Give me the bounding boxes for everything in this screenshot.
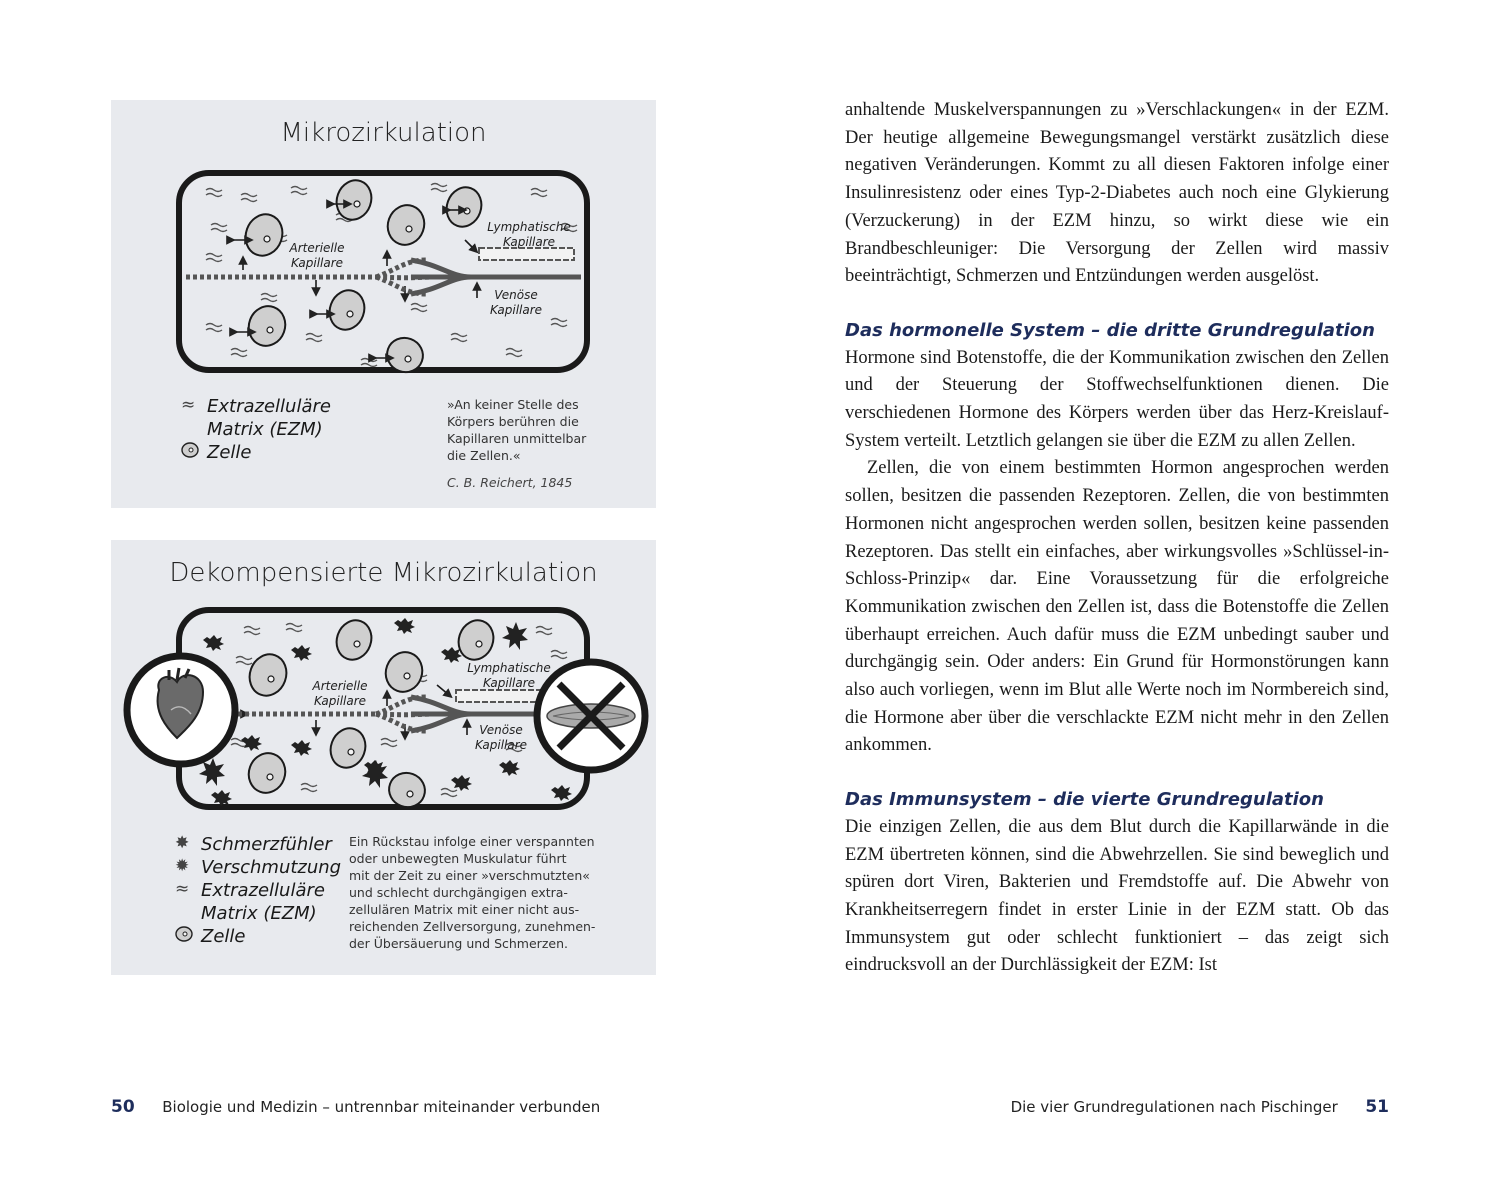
label-lymph: Lymphatische Kapillare bbox=[467, 661, 551, 690]
figure-decompensated-microcirculation bbox=[111, 540, 656, 975]
lymph-capillary bbox=[479, 248, 574, 260]
wave-icon: ≈ bbox=[181, 395, 196, 415]
legend-item: Zelle bbox=[175, 925, 341, 948]
paragraph: Zellen, die von einem bestimmten Hormon angesprochen werden sollen, besitzen die passenden Rezeptoren. Zellen, die von bestimmten Hormonen nicht angesprochen werden sollen, besitzen keine passenden Rezeptoren. Das stellt ein einfaches, aber wirkungsvolles »Schlüssel-in-Schloss-Prinzip« dar. Eine Voraussetzung für die erfolgreiche Kommunikation zwischen den Zellen ist, dass die Botenstoffe die Zellen überhaupt erreichen. Auch dafür muss die EZM unbedingt sauber und durchgängig sein. Oder anders: Ein Grund für Hormonstörungen kann also auch vorliegen, wenn im Blut alle Werte noch im Normbereich sind, die Hormone aber über die verschlackte EZM nicht mehr in den Zellen ankommen. bbox=[845, 458, 1389, 756]
page-number: 50 bbox=[111, 1097, 135, 1117]
blocked-muscle-icon bbox=[537, 662, 645, 770]
section-heading: Das Immunsystem – die vierte Grundregulation bbox=[845, 789, 1324, 811]
section-heading: Das hormonelle System – die dritte Grundregulation bbox=[845, 319, 1375, 341]
running-title: Biologie und Medizin – untrennbar miteinander verbunden bbox=[162, 1098, 601, 1116]
legend-item: Matrix (EZM) bbox=[201, 903, 317, 924]
contamination-icon: ✹ bbox=[175, 856, 190, 876]
legend-item: ≈ Extrazelluläre bbox=[181, 395, 331, 417]
quote-source: C. B. Reichert, 1845 bbox=[447, 475, 573, 490]
figure-caption: Ein Rückstau infolge einer verspannten oder unbewegten Muskulatur führt mit der Zeit zu einer »verschmutzten« und schlecht durchgängigen extra- zellulären Matrix mit einer nicht aus- reichenden Zellversorgung, zunehmen- der Übersäuerung und Schmerzen. bbox=[349, 834, 596, 951]
figure-quote: »An keiner Stelle des Körpers berühren die Kapillaren unmittelbar die Zellen.« bbox=[447, 397, 587, 463]
wave-icon: ≈ bbox=[175, 879, 190, 899]
figure-title: Mikrozirkulation bbox=[280, 118, 487, 148]
tissue-boundary bbox=[179, 173, 587, 370]
legend-item: Matrix (EZM) bbox=[207, 419, 323, 440]
label-venous: Venöse Kapillare bbox=[489, 288, 543, 317]
figure-microcirculation bbox=[111, 100, 656, 508]
right-page-body bbox=[845, 97, 1389, 980]
lymph-capillary bbox=[456, 690, 546, 702]
label-venous: Venöse Kapillare bbox=[474, 723, 528, 752]
left-page-footer bbox=[111, 1097, 600, 1117]
label-arterial: Arterielle Kapillare bbox=[289, 241, 345, 270]
figure-legend bbox=[181, 395, 331, 464]
legend-item: Zelle bbox=[181, 441, 331, 464]
running-title: Die vier Grundregulationen nach Pischinger bbox=[1010, 1098, 1338, 1116]
paragraph: Hormone sind Botenstoffe, die der Kommunikation zwischen den Zellen und der Steuerung der Stoffwechselfunktionen dienen. Die verschiedenen Hormone des Körpers werden über das Herz-Kreislauf-System verteilt. Letztlich gelangen sie über die EZM zu allen Zellen. bbox=[845, 347, 1389, 451]
legend-item: ✹ Verschmutzung bbox=[175, 856, 342, 878]
cell-icon bbox=[181, 441, 207, 464]
cell-icon bbox=[175, 925, 201, 948]
page-number: 51 bbox=[1365, 1097, 1389, 1117]
figure-legend bbox=[175, 833, 341, 948]
label-lymph: Lymphatische Kapillare bbox=[487, 220, 571, 249]
legend-item: ≈ Extrazelluläre bbox=[175, 879, 325, 901]
legend-item: ✸ Schmerzfühler bbox=[175, 833, 332, 855]
right-page-footer bbox=[1011, 1097, 1389, 1117]
heart-icon bbox=[127, 656, 235, 764]
figure-title: Dekompensierte Mikrozirkulation bbox=[169, 558, 598, 588]
paragraph: anhaltende Muskelverspannungen zu »Verschlackungen« in der EZM. Der heutige allgemeine Bewegungsmangel verstärkt zusätzlich diese negativen Veränderungen. Kommt zu all diesen Faktoren infolge einer Insulinresistenz oder eines Typ-2-Diabetes auch noch eine Glykierung (Verzuckerung) in der EZM hinzu, so wirkt diese wie ein Brandbeschleuniger: Die Versorgung der Zellen wird massiv beeinträchtigt, Schmerzen und Entzündungen werden ausgelöst. bbox=[845, 100, 1389, 287]
label-arterial: Arterielle Kapillare bbox=[312, 679, 368, 708]
paragraph: Die einzigen Zellen, die aus dem Blut durch die Kapillarwände in die EZM übertreten können, sind die Abwehrzellen. Sie sind beweglich und spüren dort Viren, Bakterien und Fremdstoffe auf. Die Abwehr von Krankheitserregern findet in erster Linie in der EZM statt. Ob das Immunsystem gut oder schlecht funktioniert – das zeigt sich eindrucksvoll an der Durchlässigkeit der EZM: Ist bbox=[845, 816, 1389, 976]
pain-receptor-icon: ✸ bbox=[175, 833, 190, 853]
